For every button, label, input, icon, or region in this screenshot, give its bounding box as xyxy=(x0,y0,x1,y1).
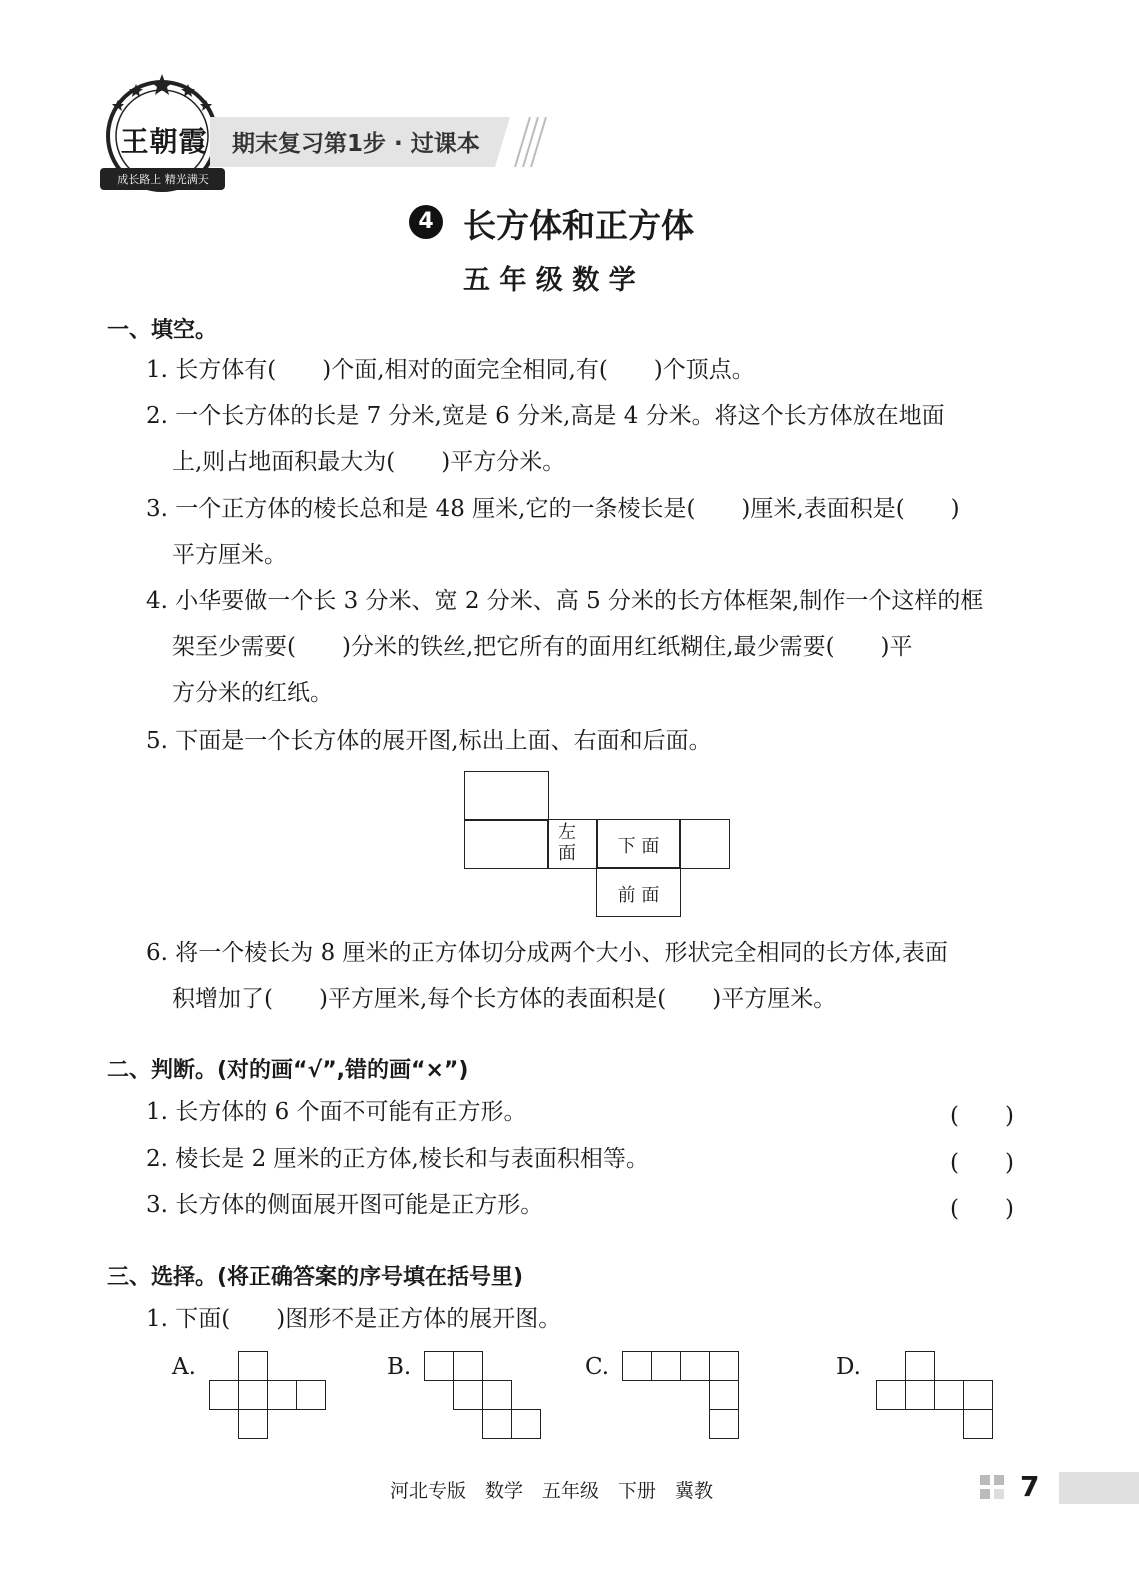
net-label-front: 前 面 xyxy=(617,885,660,906)
s2-q1-answer-paren[interactable]: ( ) xyxy=(950,1103,1014,1129)
s1-q4-line1: 4. 小华要做一个长 3 分米、宽 2 分米、高 5 分米的长方体框架,制作一个这样的框 xyxy=(146,588,984,614)
footer-bar xyxy=(1059,1472,1139,1504)
net-cell xyxy=(709,1380,739,1410)
net-cell xyxy=(680,1351,710,1381)
net-cell xyxy=(905,1380,935,1410)
footer-square xyxy=(980,1475,990,1485)
s1-q3-line1: 3. 一个正方体的棱长总和是 48 厘米,它的一条棱长是( )厘米,表面积是( ) xyxy=(146,496,960,522)
chapter-number: 4 xyxy=(418,209,434,234)
net-cell xyxy=(905,1351,935,1381)
option-a-label: A. xyxy=(172,1354,196,1380)
s1-q4-line3: 方分米的红纸。 xyxy=(172,680,333,706)
s3-q1: 1. 下面( )图形不是正方体的展开图。 xyxy=(146,1306,562,1332)
banner xyxy=(210,117,550,167)
net-cell xyxy=(209,1380,239,1410)
net-cell xyxy=(238,1380,268,1410)
net-face-top-left xyxy=(464,771,549,821)
s2-q1: 1. 长方体的 6 个面不可能有正方形。 xyxy=(146,1099,527,1125)
net-cell xyxy=(934,1380,964,1410)
s1-q2-line2: 上,则占地面积最大为( )平方分米。 xyxy=(172,449,566,475)
s1-q6-line2: 积增加了( )平方厘米,每个长方体的表面积是( )平方厘米。 xyxy=(172,986,837,1012)
net-cell xyxy=(963,1409,993,1439)
chapter-number-badge xyxy=(409,205,443,239)
option-c-label: C. xyxy=(585,1354,610,1380)
page-title: 长方体和正方体 xyxy=(463,206,694,245)
option-b-label: B. xyxy=(387,1354,412,1380)
page-number: 7 xyxy=(1020,1470,1040,1503)
net-face-row-1 xyxy=(464,819,549,869)
logo xyxy=(100,70,225,195)
footer-square xyxy=(994,1475,1004,1485)
s1-q4-line2: 架至少需要( )分米的铁丝,把它所有的面用红纸糊住,最少需要( )平 xyxy=(172,634,913,660)
net-cell xyxy=(453,1351,483,1381)
net-cell xyxy=(709,1351,739,1381)
s1-q1: 1. 长方体有( )个面,相对的面完全相同,有( )个顶点。 xyxy=(146,357,755,383)
net-cell xyxy=(238,1409,268,1439)
net-label-left: 左 面 xyxy=(558,822,576,864)
net-cell xyxy=(622,1351,652,1381)
section1-heading: 一、填空。 xyxy=(107,318,218,343)
net-cell xyxy=(482,1380,512,1410)
s2-q3: 3. 长方体的侧面展开图可能是正方形。 xyxy=(146,1192,544,1218)
s2-q2: 2. 棱长是 2 厘米的正方体,棱长和与表面积相等。 xyxy=(146,1146,649,1172)
footer-square xyxy=(994,1489,1004,1499)
net-label-bottom: 下 面 xyxy=(617,836,660,857)
net-cell xyxy=(424,1351,454,1381)
s1-q6-line1: 6. 将一个棱长为 8 厘米的正方体切分成两个大小、形状完全相同的长方体,表面 xyxy=(146,940,948,966)
page-subtitle: 五 年 级 数 学 xyxy=(463,265,636,296)
s1-q5: 5. 下面是一个长方体的展开图,标出上面、右面和后面。 xyxy=(146,728,712,754)
net-face-right-end xyxy=(679,819,730,869)
net-cell xyxy=(453,1380,483,1410)
net-cell xyxy=(963,1380,993,1410)
net-cell xyxy=(511,1409,541,1439)
section3-heading: 三、选择。(将正确答案的序号填在括号里) xyxy=(107,1265,524,1290)
option-d-label: D. xyxy=(836,1354,861,1380)
net-cell xyxy=(267,1380,297,1410)
banner-text: 期末复习第1步 · 过课本 xyxy=(232,131,480,157)
logo-ribbon: 成长路上 精光满天 xyxy=(117,173,209,186)
s1-q3-line2: 平方厘米。 xyxy=(172,542,287,568)
net-cell xyxy=(238,1351,268,1381)
s2-q3-answer-paren[interactable]: ( ) xyxy=(950,1196,1014,1222)
s1-q2-line1: 2. 一个长方体的长是 7 分米,宽是 6 分米,高是 4 分米。将这个长方体放在地面 xyxy=(146,403,945,429)
net-cell xyxy=(876,1380,906,1410)
net-cell xyxy=(651,1351,681,1381)
net-cell xyxy=(296,1380,326,1410)
net-cell xyxy=(709,1409,739,1439)
section2-heading: 二、判断。(对的画“√”,错的画“×”) xyxy=(107,1058,469,1083)
footer-square xyxy=(980,1489,990,1499)
footer-text: 河北专版 数学 五年级 下册 冀教 xyxy=(390,1480,714,1502)
s2-q2-answer-paren[interactable]: ( ) xyxy=(950,1150,1014,1176)
net-cell xyxy=(482,1409,512,1439)
logo-text: 王朝霞 xyxy=(120,125,208,158)
